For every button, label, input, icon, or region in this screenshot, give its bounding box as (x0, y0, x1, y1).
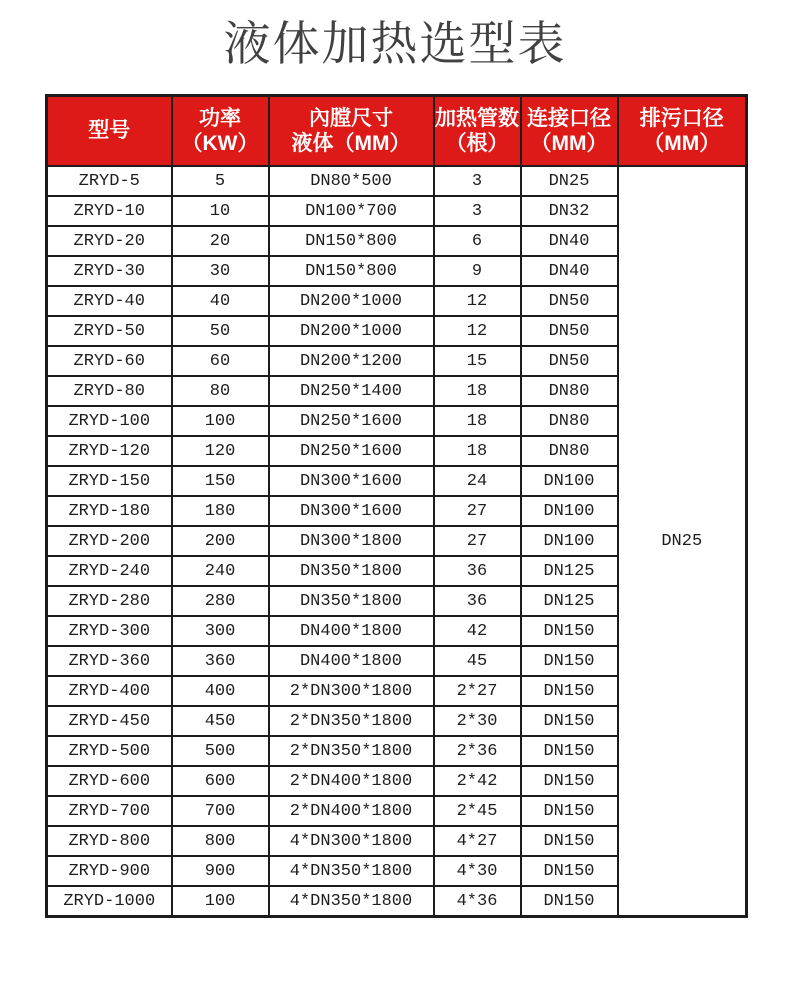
power-cell: 450 (172, 706, 269, 736)
table-body (47, 166, 747, 917)
tube-count-cell: 2*36 (434, 736, 521, 766)
tube-count-cell: 3 (434, 196, 521, 226)
header-connection-diameter-line1: 连接口径 (527, 106, 611, 130)
power-cell: 5 (172, 166, 269, 196)
connection-diameter-cell: DN50 (521, 286, 618, 316)
chamber-size-cell: 2*DN350*1800 (269, 736, 434, 766)
connection-diameter-cell: DN50 (521, 316, 618, 346)
tube-count-cell: 12 (434, 286, 521, 316)
chamber-size-cell: DN250*1600 (269, 406, 434, 436)
connection-diameter-cell: DN40 (521, 226, 618, 256)
model-cell: ZRYD-700 (47, 796, 172, 826)
chamber-size-cell: DN100*700 (269, 196, 434, 226)
header-drain-diameter (618, 96, 747, 167)
connection-diameter-cell: DN80 (521, 406, 618, 436)
chamber-size-cell: DN200*1000 (269, 286, 434, 316)
chamber-size-cell: DN300*1600 (269, 466, 434, 496)
connection-diameter-cell: DN150 (521, 856, 618, 886)
tube-count-cell: 15 (434, 346, 521, 376)
power-cell: 80 (172, 376, 269, 406)
chamber-size-cell: 2*DN400*1800 (269, 766, 434, 796)
header-power-line2: （KW） (181, 132, 259, 155)
connection-diameter-cell: DN150 (521, 706, 618, 736)
chamber-size-cell: DN400*1800 (269, 646, 434, 676)
model-cell: ZRYD-800 (47, 826, 172, 856)
selection-table (45, 94, 748, 918)
tube-count-cell: 4*36 (434, 886, 521, 917)
power-cell: 500 (172, 736, 269, 766)
chamber-size-cell: 4*DN300*1800 (269, 826, 434, 856)
power-cell: 300 (172, 616, 269, 646)
power-cell: 10 (172, 196, 269, 226)
chamber-size-cell: 2*DN400*1800 (269, 796, 434, 826)
header-model-line1: 型号 (88, 119, 131, 143)
power-cell: 240 (172, 556, 269, 586)
power-cell: 120 (172, 436, 269, 466)
chamber-size-cell: DN250*1600 (269, 436, 434, 466)
drain-diameter-cell: DN25 (618, 166, 747, 917)
tube-count-cell: 2*27 (434, 676, 521, 706)
header-tube-count-line1: 加热管数 (435, 106, 519, 130)
model-cell: ZRYD-100 (47, 406, 172, 436)
power-cell: 50 (172, 316, 269, 346)
header-chamber-size-line2: 液体（MM） (291, 132, 411, 155)
tube-count-cell: 27 (434, 526, 521, 556)
connection-diameter-cell: DN32 (521, 196, 618, 226)
tube-count-cell: 3 (434, 166, 521, 196)
tube-count-cell: 2*42 (434, 766, 521, 796)
model-cell: ZRYD-1000 (47, 886, 172, 917)
model-cell: ZRYD-10 (47, 196, 172, 226)
connection-diameter-cell: DN150 (521, 766, 618, 796)
model-cell: ZRYD-40 (47, 286, 172, 316)
connection-diameter-cell: DN80 (521, 436, 618, 466)
connection-diameter-cell: DN40 (521, 256, 618, 286)
connection-diameter-cell: DN50 (521, 346, 618, 376)
chamber-size-cell: DN200*1000 (269, 316, 434, 346)
model-cell: ZRYD-20 (47, 226, 172, 256)
power-cell: 60 (172, 346, 269, 376)
header-model (47, 96, 172, 167)
model-cell: ZRYD-400 (47, 676, 172, 706)
header-drain-diameter-line1: 排污口径 (639, 106, 724, 130)
header-connection-diameter-line2: （MM） (530, 132, 608, 155)
power-cell: 150 (172, 466, 269, 496)
model-cell: ZRYD-200 (47, 526, 172, 556)
model-cell: ZRYD-300 (47, 616, 172, 646)
connection-diameter-cell: DN150 (521, 796, 618, 826)
connection-diameter-cell: DN125 (521, 586, 618, 616)
model-cell: ZRYD-180 (47, 496, 172, 526)
tube-count-cell: 18 (434, 436, 521, 466)
page-title: 液体加热选型表 (223, 17, 567, 70)
table-row (47, 166, 747, 196)
model-cell: ZRYD-60 (47, 346, 172, 376)
model-cell: ZRYD-150 (47, 466, 172, 496)
connection-diameter-cell: DN150 (521, 646, 618, 676)
chamber-size-cell: DN350*1800 (269, 556, 434, 586)
power-cell: 700 (172, 796, 269, 826)
connection-diameter-cell: DN150 (521, 886, 618, 917)
chamber-size-cell: 2*DN350*1800 (269, 706, 434, 736)
connection-diameter-cell: DN100 (521, 526, 618, 556)
tube-count-cell: 24 (434, 466, 521, 496)
chamber-size-cell: DN400*1800 (269, 616, 434, 646)
model-cell: ZRYD-360 (47, 646, 172, 676)
power-cell: 20 (172, 226, 269, 256)
chamber-size-cell: 4*DN350*1800 (269, 886, 434, 917)
connection-diameter-cell: DN150 (521, 826, 618, 856)
power-cell: 800 (172, 826, 269, 856)
tube-count-cell: 36 (434, 586, 521, 616)
power-cell: 900 (172, 856, 269, 886)
model-cell: ZRYD-240 (47, 556, 172, 586)
header-connection-diameter (521, 96, 618, 167)
tube-count-cell: 9 (434, 256, 521, 286)
header-power-line1: 功率 (199, 106, 241, 130)
model-cell: ZRYD-500 (47, 736, 172, 766)
table-header-row (47, 96, 747, 167)
model-cell: ZRYD-280 (47, 586, 172, 616)
header-tube-count-line2: （根） (445, 132, 509, 155)
power-cell: 400 (172, 676, 269, 706)
model-cell: ZRYD-80 (47, 376, 172, 406)
header-tube-count (434, 96, 521, 167)
tube-count-cell: 4*30 (434, 856, 521, 886)
connection-diameter-cell: DN150 (521, 676, 618, 706)
tube-count-cell: 4*27 (434, 826, 521, 856)
power-cell: 200 (172, 526, 269, 556)
power-cell: 180 (172, 496, 269, 526)
chamber-size-cell: DN300*1600 (269, 496, 434, 526)
header-drain-diameter-line2: （MM） (643, 132, 721, 155)
power-cell: 360 (172, 646, 269, 676)
tube-count-cell: 42 (434, 616, 521, 646)
model-cell: ZRYD-30 (47, 256, 172, 286)
connection-diameter-cell: DN80 (521, 376, 618, 406)
power-cell: 30 (172, 256, 269, 286)
model-cell: ZRYD-5 (47, 166, 172, 196)
model-cell: ZRYD-900 (47, 856, 172, 886)
connection-diameter-cell: DN125 (521, 556, 618, 586)
power-cell: 280 (172, 586, 269, 616)
chamber-size-cell: DN150*800 (269, 256, 434, 286)
chamber-size-cell: 2*DN300*1800 (269, 676, 434, 706)
tube-count-cell: 2*45 (434, 796, 521, 826)
connection-diameter-cell: DN25 (521, 166, 618, 196)
tube-count-cell: 45 (434, 646, 521, 676)
power-cell: 600 (172, 766, 269, 796)
tube-count-cell: 6 (434, 226, 521, 256)
chamber-size-cell: DN350*1800 (269, 586, 434, 616)
power-cell: 100 (172, 886, 269, 917)
tube-count-cell: 27 (434, 496, 521, 526)
chamber-size-cell: DN200*1200 (269, 346, 434, 376)
tube-count-cell: 36 (434, 556, 521, 586)
header-chamber-size (269, 96, 434, 167)
connection-diameter-cell: DN100 (521, 466, 618, 496)
model-cell: ZRYD-450 (47, 706, 172, 736)
header-power (172, 96, 269, 167)
chamber-size-cell: DN250*1400 (269, 376, 434, 406)
tube-count-cell: 2*30 (434, 706, 521, 736)
chamber-size-cell: DN80*500 (269, 166, 434, 196)
model-cell: ZRYD-50 (47, 316, 172, 346)
connection-diameter-cell: DN150 (521, 736, 618, 766)
tube-count-cell: 18 (434, 376, 521, 406)
header-chamber-size-line1: 內膛尺寸 (309, 106, 393, 130)
tube-count-cell: 12 (434, 316, 521, 346)
connection-diameter-cell: DN150 (521, 616, 618, 646)
tube-count-cell: 18 (434, 406, 521, 436)
chamber-size-cell: DN300*1800 (269, 526, 434, 556)
model-cell: ZRYD-600 (47, 766, 172, 796)
connection-diameter-cell: DN100 (521, 496, 618, 526)
chamber-size-cell: 4*DN350*1800 (269, 856, 434, 886)
chamber-size-cell: DN150*800 (269, 226, 434, 256)
power-cell: 100 (172, 406, 269, 436)
model-cell: ZRYD-120 (47, 436, 172, 466)
power-cell: 40 (172, 286, 269, 316)
